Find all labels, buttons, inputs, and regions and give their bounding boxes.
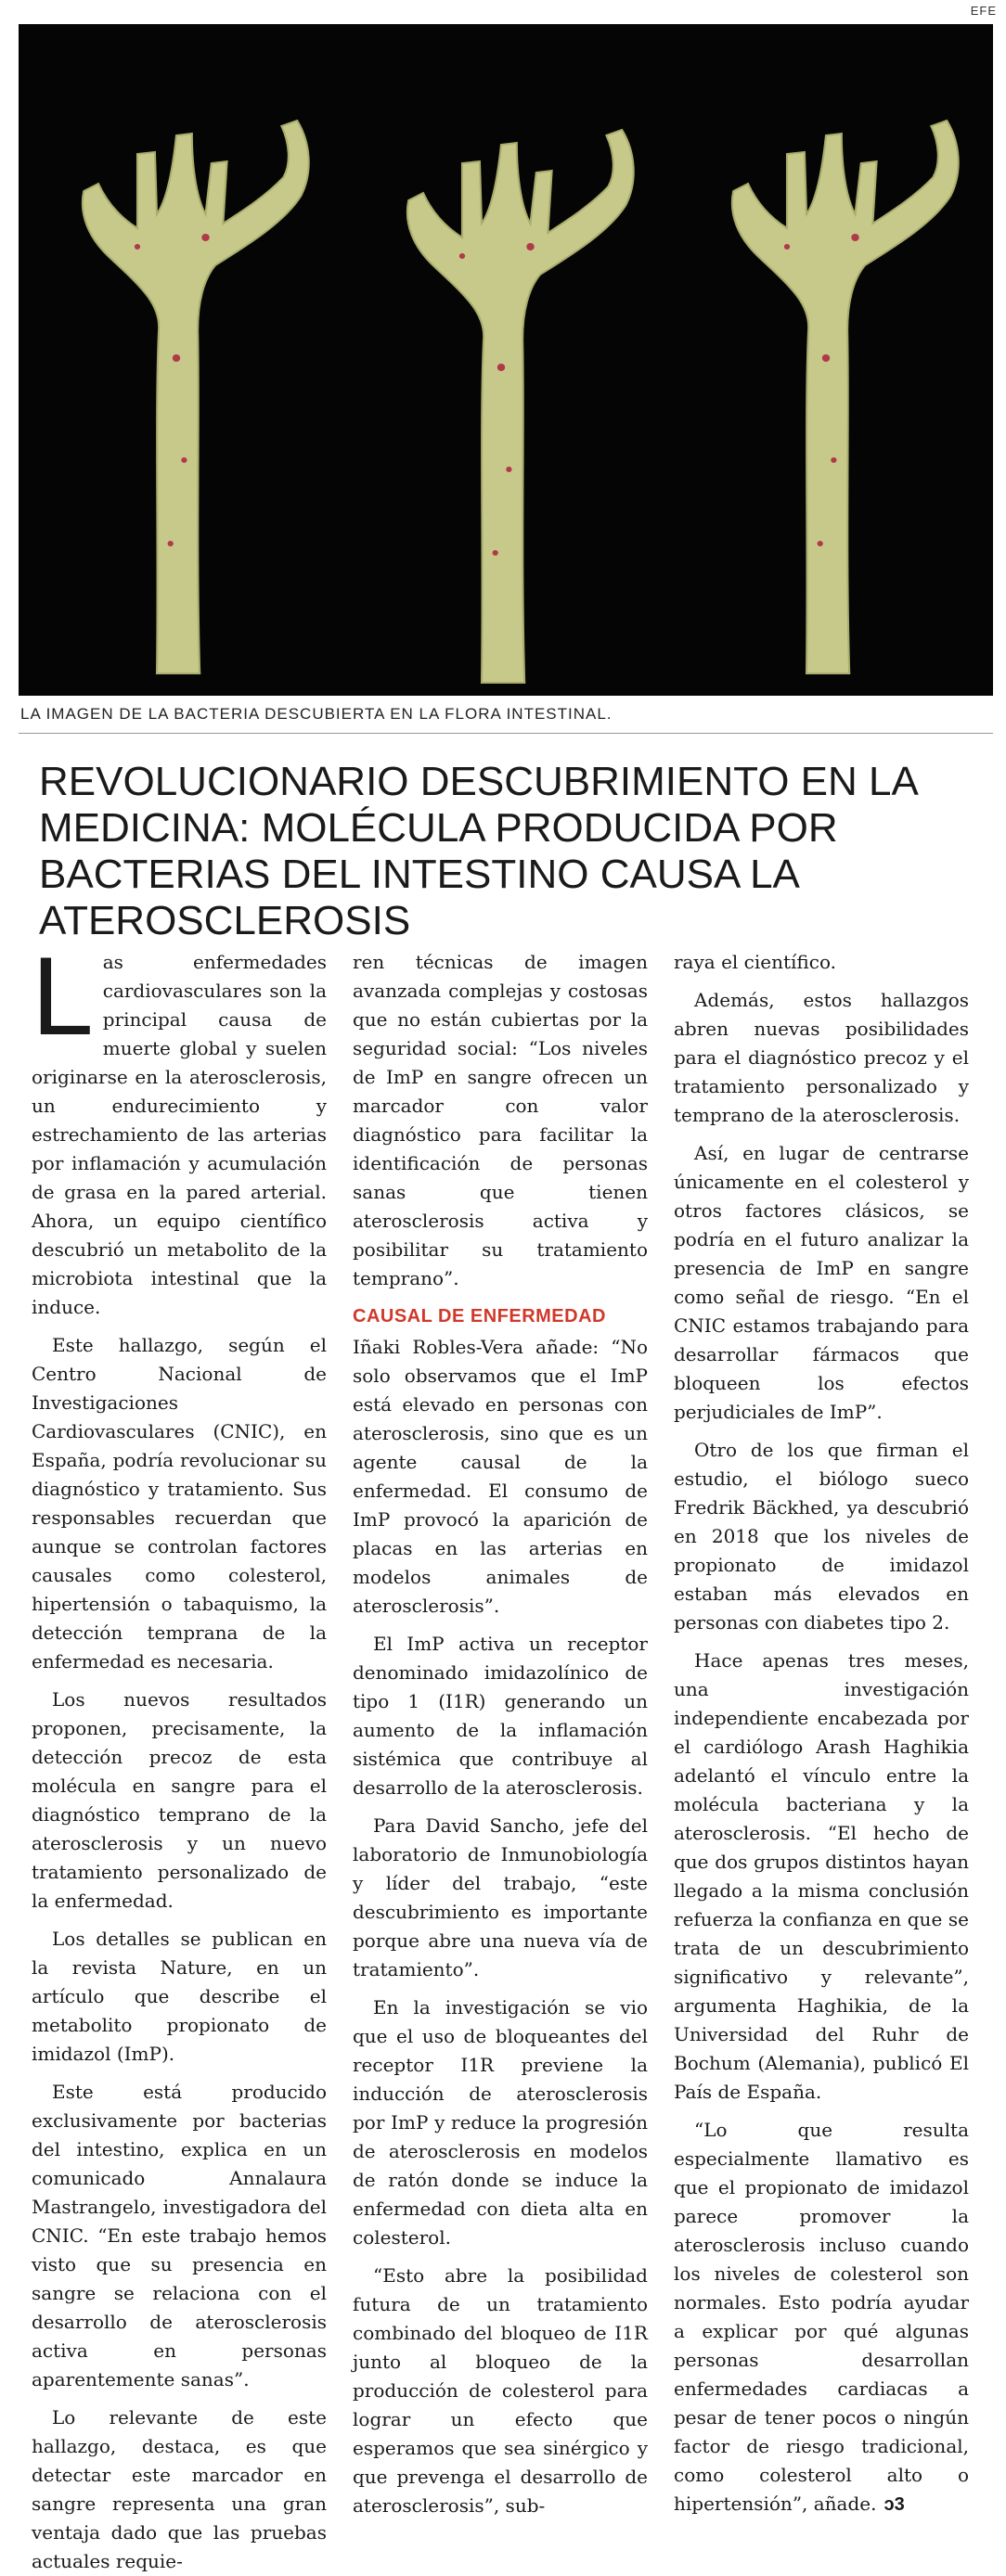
paragraph: “Esto abre la posibilidad futura de un tratamiento combinado del bloqueo de I1R junto al bloqueo de la producción de colesterol para lograr un efecto que esperamos que sea sinérgico y que prevenga el desarrollo de aterosclerosis”, sub- <box>353 2264 648 2517</box>
drop-cap: L <box>32 934 94 1058</box>
article-body <box>0 934 1006 2572</box>
photo-credit: EFE <box>970 4 997 18</box>
paragraph: ren técnicas de imagen avanzada complejas y costosas que no están cubiertas por la seguridad social: “Los niveles de ImP en sangre ofrecen un marcador con valor diagnóstico para facilitar la identificación de personas sanas que tienen aterosclerosis activa y posibilitar su tratamiento temprano”. <box>353 951 648 1289</box>
article-headline: REVOLUCIONARIO DESCUBRIMIENTO EN LA MEDICINA: MOLÉCULA PRODUCIDA POR BACTERIAS DEL INTESTINO CAUSA LA ATEROSCLEROSIS <box>39 759 917 943</box>
column-3 <box>674 948 969 2515</box>
paragraph: Así, en lugar de centrarse únicamente en el colesterol y otros factores clásicos, se podría en el futuro analizar la presencia de ImP en sangre como señal de riesgo. “En el CNIC estamos trabajando para desarrollar fármacos que bloqueen los efectos perjudiciales de ImP”. <box>674 1142 969 1423</box>
paragraph: Iñaki Robles-Vera añade: “No solo observamos que el ImP está elevado en personas con aterosclerosis, sino que es un agente causal de la enfermedad. El consumo de ImP provocó la aparición de placas en las arterias en modelos animales de aterosclerosis”. <box>353 1336 648 1617</box>
paragraph: raya el científico. <box>674 951 836 973</box>
paragraph: Otro de los que firman el estudio, el biólogo sueco Fredrik Bäckhed, ya descubrió en 2018 que los niveles de propionato de imidazol estaban más elevados en personas con diabetes tipo 2. <box>674 1439 969 1634</box>
paragraph: En la investigación se vio que el uso de bloqueantes del receptor I1R previene la inducción de aterosclerosis por ImP y reduce la progresión de aterosclerosis en modelos de ratón donde se induce la enfermedad con dieta alta en colesterol. <box>353 1996 648 2249</box>
column-1 <box>32 934 327 2572</box>
photo-caption: LA IMAGEN DE LA BACTERIA DESCUBIERTA EN LA FLORA INTESTINAL. <box>20 705 613 723</box>
paragraph: “Lo que resulta especialmente llamativo es que el propionato de imidazol parece promover la aterosclerosis incluso cuando los niveles de colesterol son normales. Esto podría ayudar a explicar por qué algunas personas desarrollan enfermedades cardiacas a pesar de tener pocos o ningún factor de riesgo tradicional, como colesterol alto o hipertensión”, añade. ↄ3 <box>674 2119 969 2515</box>
paragraph: Para David Sancho, jefe del laboratorio de Inmunobiología y líder del trabajo, “este descubrimiento es importante porque abre una nueva vía de tratamiento”. <box>353 1814 648 1980</box>
column-2 <box>353 948 648 2517</box>
paragraph: Este hallazgo, según el Centro Nacional de Investigaciones Cardiovasculares (CNIC), en España, podría revolucionar su diagnóstico y tratamiento. Sus responsables recuerdan que aunque se controlan factores causales como colesterol, hipertensión o tabaquismo, la detección temprana de la enfermedad es necesaria. <box>32 1334 327 1672</box>
article-photo <box>19 24 993 696</box>
paragraph: El ImP activa un receptor denominado imidazolínico de tipo 1 (I1R) generando un aumento de la inflamación sistémica que contribuye al desarrollo de la aterosclerosis. <box>353 1633 648 1799</box>
paragraph: Este está producido exclusivamente por bacterias del intestino, explica en un comunicado Annalaura Mastrangelo, investigadora del CNIC. “En este trabajo hemos visto que su presencia en sangre se relaciona con el desarrollo de aterosclerosis activa en personas aparentemente sanas”. <box>32 2081 327 2390</box>
paragraph: Además, estos hallazgos abren nuevas posibilidades para el diagnóstico precoz y el tratamiento personalizado y temprano de la aterosclerosis. <box>674 989 969 1126</box>
paragraph: Los nuevos resultados proponen, precisamente, la detección precoz de esta molécula en sangre para el diagnóstico temprano de la aterosclerosis y un nuevo tratamiento personalizado de la enfermedad. <box>32 1688 327 1912</box>
paragraph: Hace apenas tres meses, una investigación independiente encabezada por el cardiólogo Arash Haghikia adelantó el vínculo entre la molécula bacteriana y la aterosclerosis. “El hecho de que dos grupos distintos hayan llegado a la misma conclusión refuerza la confianza en que se trata de un descubrimiento significativo y relevante”, argumenta Haghikia, de la Universidad del Ruhr de Bochum (Alemania), publicó El País de España. <box>674 1649 969 2103</box>
caption-divider <box>19 733 993 734</box>
section-subhead: CAUSAL DE ENFERMEDAD <box>353 1306 606 1326</box>
paragraph: Las enfermedades cardiovasculares son la principal causa de muerte global y suelen originarse en la aterosclerosis, un endurecimiento y estrechamiento de las arterias por inflamación y acumulación de grasa en la pared arterial. Ahora, un equipo científico descubrió un metabolito de la microbiota intestinal que la induce. <box>32 934 327 1318</box>
paragraph: Lo relevante de este hallazgo, destaca, es que detectar este marcador en sangre representa una gran ventaja dado que las pruebas actuales requie- <box>32 2406 327 2572</box>
end-mark-icon: ↄ3 <box>883 2494 905 2515</box>
aorta-illustration <box>19 24 993 696</box>
paragraph: Los detalles se publican en la revista Nature, en un artículo que describe el metabolito propionato de imidazol (ImP). <box>32 1928 327 2065</box>
